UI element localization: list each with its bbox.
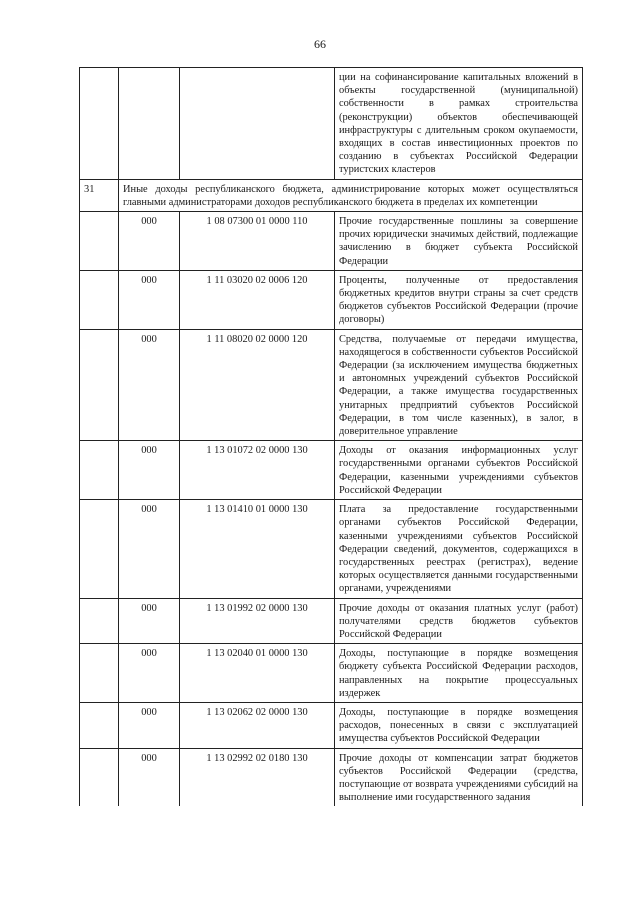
- table-row: [80, 68, 583, 180]
- continuation-text: ции на софинансирование капитальных вложений в объекты государственной (муниципальной) собственности в рамках строительства (реконструкции) объектов обеспечивающей инфраструктуры с длительным сроком окупаемости, входящих в состав инвестиционных проектов по созданию в субъектах Российской Федерации туристских кластеров: [335, 68, 583, 180]
- admin-code: 000: [119, 598, 180, 644]
- budget-code: 1 13 02062 02 0000 130: [180, 702, 335, 748]
- admin-code: 000: [119, 500, 180, 598]
- budget-code: 1 08 07300 01 0000 110: [180, 212, 335, 271]
- table-row: [80, 644, 583, 703]
- table-row: [80, 212, 583, 271]
- table-row: [80, 702, 583, 748]
- table-row: [80, 500, 583, 598]
- table-row: [80, 748, 583, 806]
- revenue-description: Средства, получаемые от передачи имущества, находящегося в собственности субъектов Российской Федерации (за исключением имущества бюджетных и автономных учреждений субъектов Российской Федерации, а также имущества государственных унитарных предприятий субъектов Российской Федерации, в том числе казенных), в залог, в доверительное управление: [335, 329, 583, 441]
- table-cell: [80, 702, 119, 748]
- admin-code: 000: [119, 748, 180, 806]
- table-cell: [80, 644, 119, 703]
- revenue-description: Доходы, поступающие в порядке возмещения расходов, понесенных в связи с эксплуатацией имущества субъектов Российской Федерации: [335, 702, 583, 748]
- table-cell: [80, 212, 119, 271]
- budget-code: 1 13 01992 02 0000 130: [180, 598, 335, 644]
- section-title: Иные доходы республиканского бюджета, администрирование которых может осуществляться главными администраторами доходов республиканского бюджета в пределах их компетенции: [119, 179, 583, 211]
- table-row: [80, 329, 583, 441]
- table-cell: [80, 598, 119, 644]
- admin-code: 000: [119, 441, 180, 500]
- revenue-description: Плата за предоставление государственными органами субъектов Российской Федерации, казенными учреждениями субъектов Российской Федерации сведений, документов, содержащихся в государственных реестрах (регистрах), ведение которых осуществляется данными государственными органами, учреждениями: [335, 500, 583, 598]
- page-number: 66: [314, 37, 326, 51]
- table-row: [80, 441, 583, 500]
- table-cell: [80, 329, 119, 441]
- budget-code: 1 13 02040 01 0000 130: [180, 644, 335, 703]
- budget-code: 1 13 01072 02 0000 130: [180, 441, 335, 500]
- revenue-description: Прочие доходы от оказания платных услуг (работ) получателями средств бюджетов субъектов Российской Федерации: [335, 598, 583, 644]
- admin-code: 000: [119, 329, 180, 441]
- section-row: [80, 179, 583, 211]
- budget-code: 1 11 08020 02 0000 120: [180, 329, 335, 441]
- table-cell: [180, 68, 335, 180]
- revenue-description: Проценты, полученные от предоставления бюджетных кредитов внутри страны за счет средств бюджетов субъектов Российской Федерации (прочие договоры): [335, 270, 583, 329]
- budget-code: 1 13 01410 01 0000 130: [180, 500, 335, 598]
- budget-code: 1 11 03020 02 0006 120: [180, 270, 335, 329]
- table-cell: [119, 68, 180, 180]
- admin-code: 000: [119, 270, 180, 329]
- budget-code: 1 13 02992 02 0180 130: [180, 748, 335, 806]
- admin-code: 000: [119, 212, 180, 271]
- table-cell: [80, 441, 119, 500]
- table-cell: [80, 748, 119, 806]
- section-number: 31: [80, 179, 119, 211]
- revenue-description: Доходы, поступающие в порядке возмещения бюджету субъекта Российской Федерации расходов, направленных на покрытие процессуальных издержек: [335, 644, 583, 703]
- revenue-description: Доходы от оказания информационных услуг государственными органами субъектов Российской Федерации, казенными учреждениями субъектов Российской Федерации: [335, 441, 583, 500]
- revenue-description: Прочие государственные пошлины за совершение прочих юридически значимых действий, подлежащие зачислению в бюджет субъекта Российской Федерации: [335, 212, 583, 271]
- table-row: [80, 598, 583, 644]
- admin-code: 000: [119, 644, 180, 703]
- table-cell: [80, 68, 119, 180]
- revenue-description: Прочие доходы от компенсации затрат бюджетов субъектов Российской Федерации (средства, поступающие от возврата учреждениями субсидий на выполнение ими государственного задания: [335, 748, 583, 806]
- table-row: [80, 270, 583, 329]
- table-cell: [80, 270, 119, 329]
- revenue-table: [79, 67, 583, 806]
- table-cell: [80, 500, 119, 598]
- admin-code: 000: [119, 702, 180, 748]
